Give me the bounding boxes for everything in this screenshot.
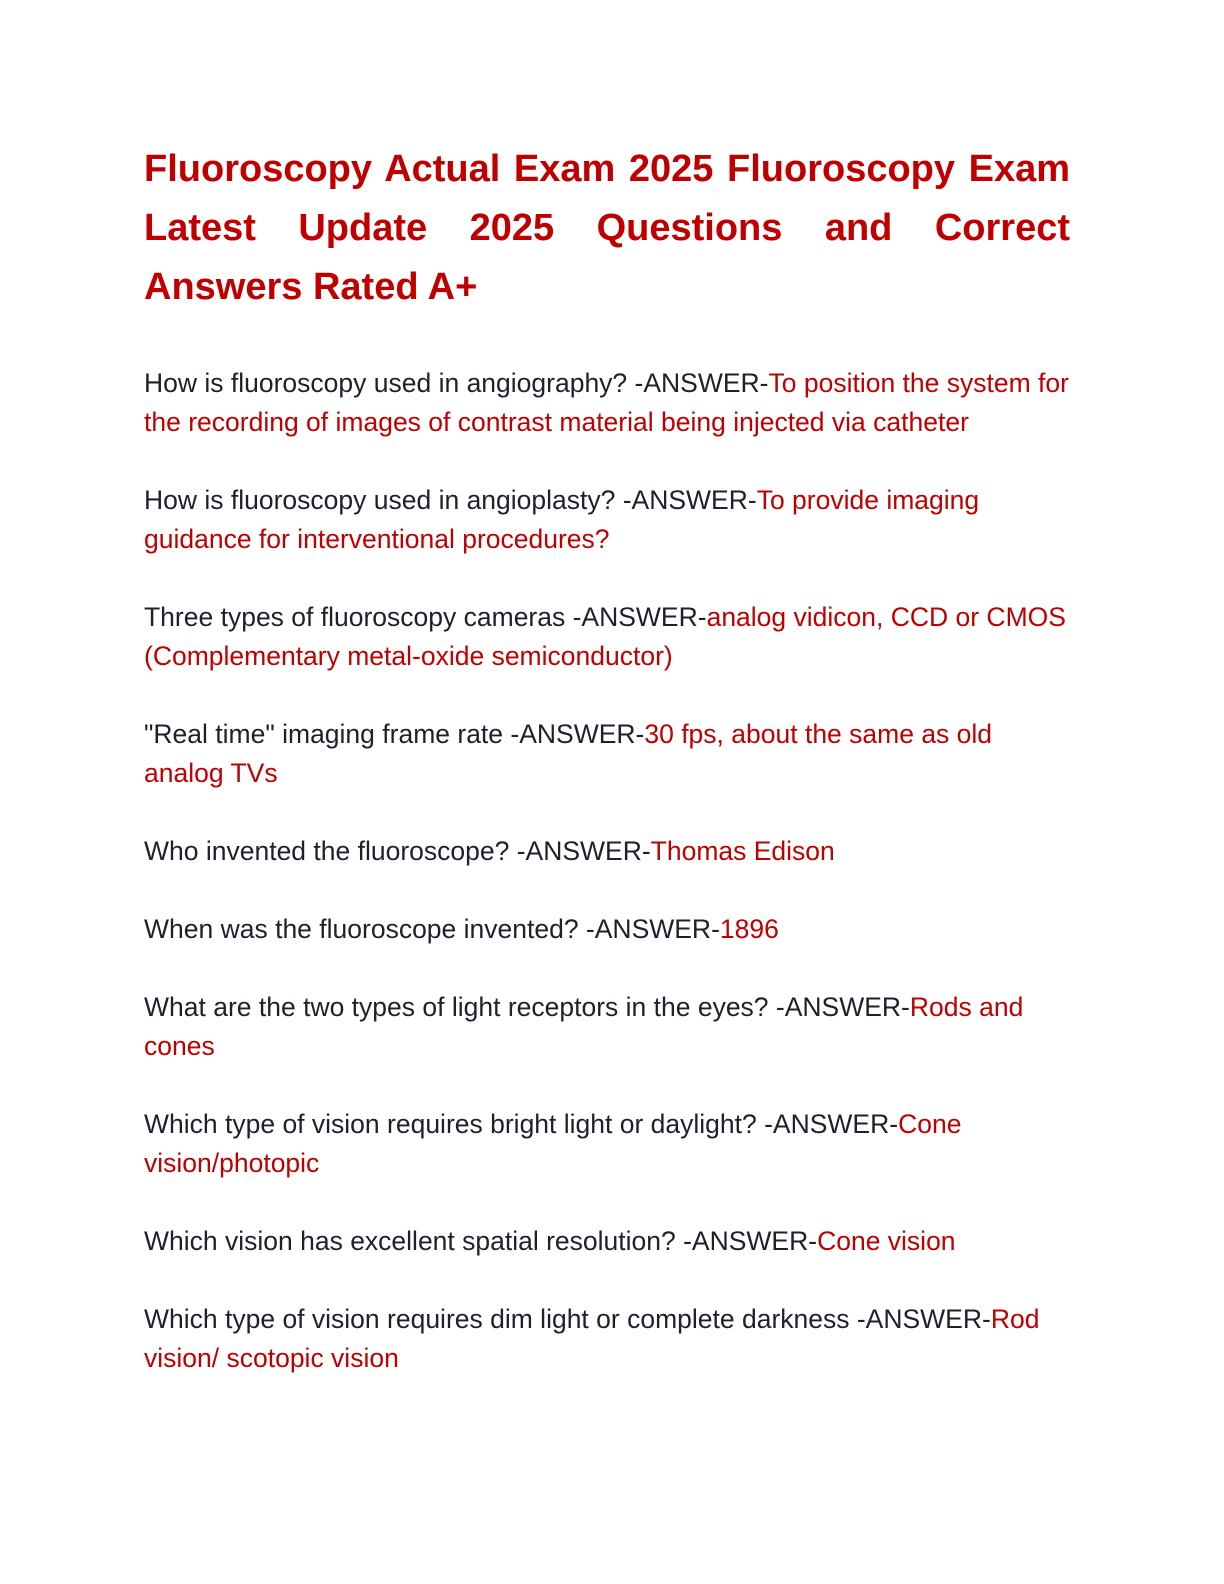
question-text: Which type of vision requires bright light or daylight? -ANSWER- xyxy=(144,1109,899,1139)
question-text: Which vision has excellent spatial resolution? -ANSWER- xyxy=(144,1226,818,1256)
question-text: What are the two types of light receptors in the eyes? -ANSWER- xyxy=(144,992,910,1022)
answer-text: Cone vision xyxy=(817,1226,956,1256)
question-text: How is fluoroscopy used in angioplasty? -ANSWER- xyxy=(144,485,757,515)
qa-item-3 xyxy=(144,598,1070,676)
answer-text: 30 fps, about the same as old analog TVs xyxy=(144,719,993,788)
question-text: How is fluoroscopy used in angiography? -ANSWER- xyxy=(144,368,769,398)
answer-text: Rod vision/ scotopic vision xyxy=(144,1304,1040,1373)
qa-item-5 xyxy=(144,832,1070,871)
answer-text: analog vidicon, CCD or CMOS (Complementary metal-oxide semiconductor) xyxy=(144,602,1066,671)
qa-item-9 xyxy=(144,1222,1070,1261)
question-text: Three types of fluoroscopy cameras -ANSWER- xyxy=(144,602,707,632)
document-title: Fluoroscopy Actual Exam 2025 Fluoroscopy Exam Latest Update 2025 Questions and Correct Answers Rated A+ xyxy=(144,148,1070,308)
qa-item-10 xyxy=(144,1300,1070,1378)
question-text: "Real time" imaging frame rate -ANSWER- xyxy=(144,719,645,749)
question-text: Which type of vision requires dim light or complete darkness -ANSWER- xyxy=(144,1304,991,1334)
question-text: When was the fluoroscope invented? -ANSWER- xyxy=(144,914,720,944)
answer-text: Thomas Edison xyxy=(650,836,835,866)
answer-text: Cone vision/photopic xyxy=(144,1109,962,1178)
qa-item-2 xyxy=(144,481,1070,559)
answer-text: To position the system for the recording of images of contrast material being injected via catheter xyxy=(144,368,1069,437)
answer-text: 1896 xyxy=(719,914,779,944)
qa-item-1 xyxy=(144,364,1070,442)
question-text: Who invented the fluoroscope? -ANSWER- xyxy=(144,836,651,866)
qa-list xyxy=(144,364,1070,1378)
answer-text: Rods and cones xyxy=(144,992,1024,1061)
qa-item-6 xyxy=(144,910,1070,949)
qa-item-8 xyxy=(144,1105,1070,1183)
qa-item-7 xyxy=(144,988,1070,1066)
qa-item-4 xyxy=(144,715,1070,793)
answer-text: To provide imaging guidance for interventional procedures? xyxy=(144,485,980,554)
document-page xyxy=(144,140,1070,1417)
